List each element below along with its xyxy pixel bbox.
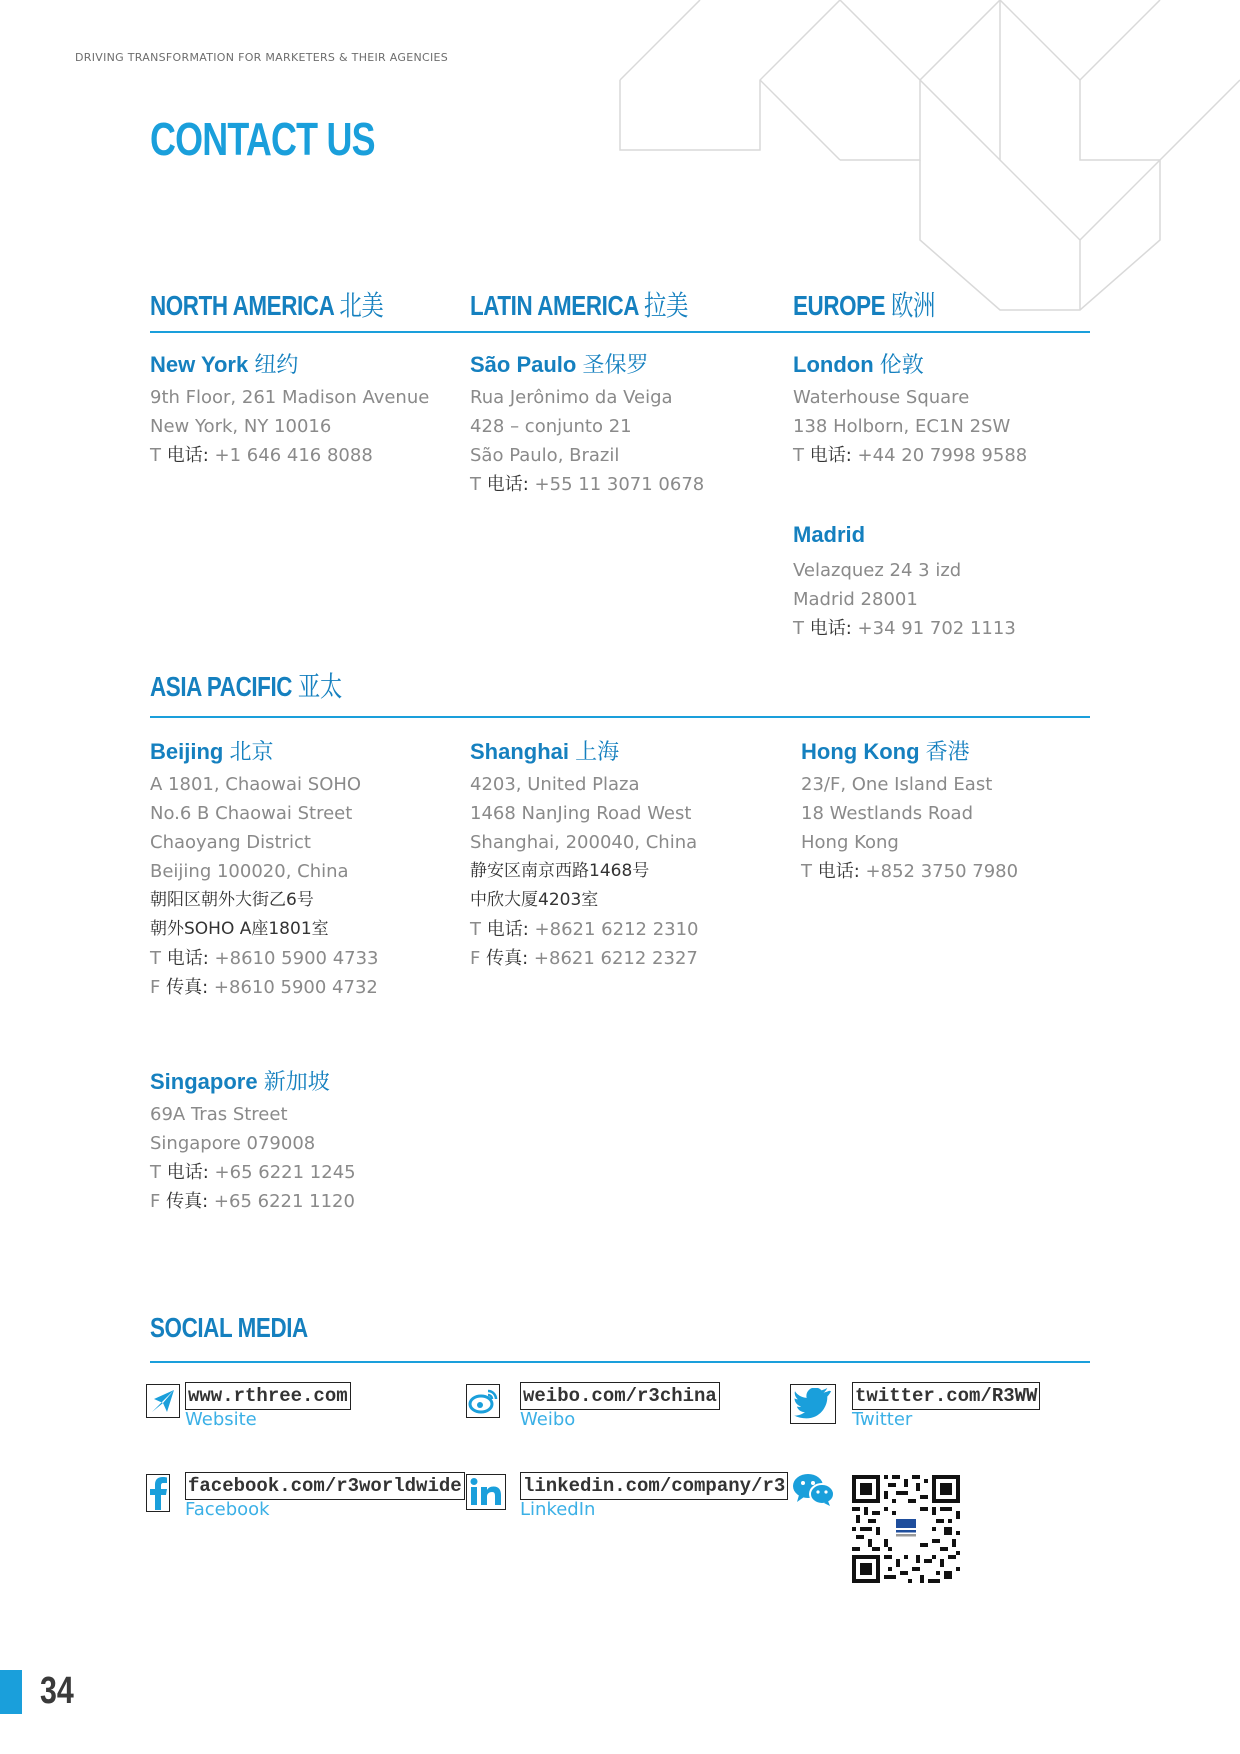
address-line: Singapore 079008 (150, 1133, 316, 1154)
address-line: No.6 B Chaowai Street (150, 803, 353, 824)
address-line-cn: 朝阳区朝外大街乙6号 (150, 890, 314, 910)
phone-line: T 电话: +8621 6212 2310 (470, 919, 699, 940)
weibo-icon[interactable] (466, 1384, 500, 1418)
address-line: 9th Floor, 261 Madison Avenue (150, 387, 430, 408)
phone-line: T 电话: +1 646 416 8088 (150, 445, 373, 466)
wechat-icon[interactable] (792, 1472, 836, 1512)
address-line-cn: 静安区南京西路1468号 (470, 861, 650, 881)
region-title-latin-america (470, 284, 688, 324)
office-new-york (150, 348, 450, 470)
office-city: Beijing 北京 (150, 739, 274, 764)
address-line: Beijing 100020, China (150, 861, 349, 882)
facebook-link[interactable]: facebook.com/r3worldwide (185, 1472, 465, 1500)
office-city: Madrid (793, 522, 866, 547)
fax-line: F 传真: +8610 5900 4732 (150, 977, 378, 998)
office-madrid (793, 522, 1093, 643)
linkedin-link-block (520, 1472, 788, 1520)
website-label: Website (185, 1409, 257, 1430)
office-city: London 伦敦 (793, 352, 924, 377)
address-line: New York, NY 10016 (150, 416, 332, 437)
address-line: Velazquez 24 3 izd (793, 560, 962, 581)
page-header: DRIVING TRANSFORMATION FOR MARKETERS & THEIR AGENCIES (75, 51, 449, 64)
address-line: A 1801, Chaowai SOHO (150, 774, 362, 795)
twitter-label: Twitter (852, 1409, 913, 1430)
linkedin-label: LinkedIn (520, 1499, 596, 1520)
facebook-label: Facebook (185, 1499, 270, 1520)
address-line: 1468 NanJing Road West (470, 803, 692, 824)
office-beijing (150, 735, 450, 1002)
linkedin-icon[interactable] (466, 1474, 506, 1510)
address-line: Rua Jerônimo da Veiga (470, 387, 673, 408)
region-title-north-america (150, 284, 383, 324)
address-line: 428 – conjunto 21 (470, 416, 632, 437)
weibo-link-block (520, 1382, 720, 1430)
twitter-link-block (852, 1382, 1040, 1430)
weibo-label: Weibo (520, 1409, 576, 1430)
phone-line: T 电话: +8610 5900 4733 (150, 948, 379, 969)
phone-line: T 电话: +852 3750 7980 (801, 861, 1019, 882)
office-singapore (150, 1065, 450, 1216)
page-number-bar (0, 1670, 22, 1714)
phone-line: T 电话: +44 20 7998 9588 (793, 445, 1028, 466)
section-divider (150, 331, 1090, 333)
fax-line: F 传真: +8621 6212 2327 (470, 948, 698, 969)
address-line: Shanghai, 200040, China (470, 832, 698, 853)
address-line: São Paulo, Brazil (470, 445, 620, 466)
office-city: São Paulo 圣保罗 (470, 352, 649, 377)
qr-code (852, 1475, 960, 1583)
office-sao-paulo (470, 348, 770, 499)
address-line-cn: 朝外SOHO A座1801室 (150, 919, 329, 939)
address-line: 138 Holborn, EC1N 2SW (793, 416, 1011, 437)
linkedin-link[interactable]: linkedin.com/company/r3 (520, 1472, 788, 1500)
address-line: Madrid 28001 (793, 589, 918, 610)
phone-line: T 电话: +34 91 702 1113 (793, 618, 1016, 639)
facebook-icon[interactable] (146, 1474, 170, 1512)
page-title: CONTACT US (150, 113, 375, 165)
website-link-block (185, 1382, 351, 1430)
region-label: LATIN AMERICA (470, 290, 639, 321)
address-line: 4203, United Plaza (470, 774, 640, 795)
office-city: New York 纽约 (150, 352, 299, 377)
office-city: Shanghai 上海 (470, 739, 620, 764)
region-label: NORTH AMERICA (150, 290, 334, 321)
region-label-cn: 北美 (339, 290, 384, 321)
facebook-link-block (185, 1472, 465, 1520)
region-label: ASIA PACIFIC (150, 671, 293, 702)
twitter-bird-icon[interactable] (790, 1384, 836, 1424)
fax-line: F 传真: +65 6221 1120 (150, 1191, 355, 1212)
social-media-title: SOCIAL MEDIA (150, 1312, 308, 1343)
region-label-cn: 欧洲 (891, 290, 936, 321)
phone-line: T 电话: +65 6221 1245 (150, 1162, 356, 1183)
background-geometric-pattern (600, 0, 1240, 320)
address-line: 69A Tras Street (150, 1104, 288, 1125)
twitter-link[interactable]: twitter.com/R3WW (852, 1382, 1040, 1410)
website-link[interactable]: www.rthree.com (185, 1382, 351, 1410)
weibo-link[interactable]: weibo.com/r3china (520, 1382, 720, 1410)
section-divider (150, 1361, 1090, 1363)
region-title-europe (793, 284, 935, 324)
address-line: 23/F, One Island East (801, 774, 993, 795)
office-london (793, 348, 1093, 470)
address-line: Chaoyang District (150, 832, 311, 853)
paper-plane-icon[interactable] (146, 1384, 180, 1418)
region-label: EUROPE (793, 290, 886, 321)
office-city: Hong Kong 香港 (801, 739, 970, 764)
region-label-cn: 拉美 (644, 290, 689, 321)
address-line: 18 Westlands Road (801, 803, 974, 824)
page-number: 34 (40, 1670, 74, 1712)
office-hong-kong (801, 735, 1101, 886)
office-city: Singapore 新加坡 (150, 1069, 330, 1094)
region-title-asia-pacific (150, 665, 342, 705)
address-line: Hong Kong (801, 832, 899, 853)
section-divider (150, 716, 1090, 718)
address-line: Waterhouse Square (793, 387, 970, 408)
phone-line: T 电话: +55 11 3071 0678 (470, 474, 705, 495)
region-label-cn: 亚太 (297, 671, 342, 702)
address-line-cn: 中欣大厦4203室 (470, 890, 599, 910)
office-shanghai (470, 735, 770, 973)
